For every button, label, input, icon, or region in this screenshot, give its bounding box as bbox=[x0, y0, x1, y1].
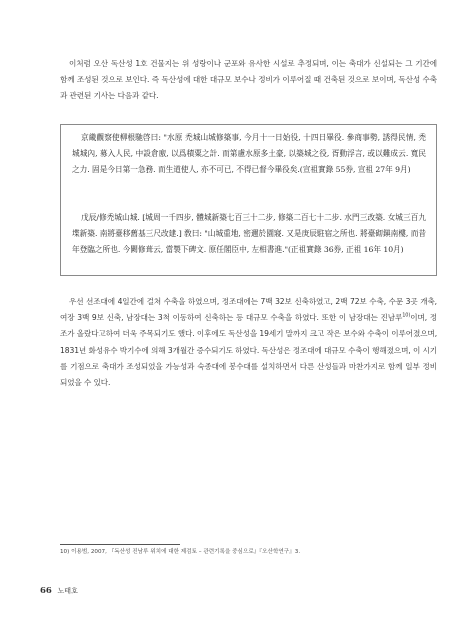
quotation-entry-2: 戊辰/修禿城山城. [城周一千四步, 體城新築七百三十二步, 修築二百七十二步. 水門三改築. 女城三百九堞新築. 南將臺移舊基三尺改建.] 敎曰: "山城重地, 密邇於園寢. 又是庚辰駐宿之所也. 將臺砌鎭南樓, 而昔年登臨之所也. 今闕修葺云, 當製下碑文. 原任閣臣中, 左相書進."(正祖實錄 36券, 正祖 16年 10月) bbox=[72, 213, 426, 255]
page-folio bbox=[40, 586, 78, 596]
running-title: 노태호 bbox=[57, 587, 78, 595]
footnote-divider bbox=[60, 544, 180, 545]
quotation-entry-1: 京畿觀察使柳根馳啓曰: "水原 禿城山城修築事, 今月十一日始役, 十四日畢役. 參商事勢, 誘得民情, 禿城城內, 募入人民, 中設倉廒, 以爲積粟之計. 而第慮水原多土豪, 以築城之役, 胥動浮言, 或以難成云. 寬民之力. 固是今日第一急務. 而生道使人, 亦不可已, 不得已督今畢役矣.(宣祖實錄 55券, 宣祖 27年 9月) bbox=[72, 133, 426, 175]
body-paragraph-2 bbox=[60, 294, 437, 391]
page-number: 66 bbox=[40, 586, 52, 596]
footnote: 10) 이용범, 2007, 『독산성 진남루 위치에 대한 제검토 – 관련기록을 중심으로』『오산학연구』3. bbox=[60, 549, 301, 555]
footnote-reference: 10) bbox=[402, 312, 411, 319]
body-paragraph-1: 이처럼 오산 독산성 1호 건물지는 위 성랑이나 군포와 유사한 시설로 추정되며, 이는 축대가 신설되는 그 기간에 함께 조성된 것으로 보인다. 즉 독산성에 대한 대규모 보수나 정비가 이루어질 때 건축된 것으로 보이며, 독산성 수축과 관련된 기사는 다음과 같다. bbox=[60, 59, 437, 101]
paragraph-2-text-end: 이며, 정조가 올랐다고하여 더욱 주목되기도 했다. 이후에도 독산성을 19세기 말까지 크고 작은 보수와 수축이 이루어졌으며, 1831년 화성유수 박기수에 의해 3개월간 증수되기도 하였다. 독산성은 정조대에 대규모 수축이 행해졌으며, 이 시기를 기점으로 축대가 조성되었을 가능성과 숙종대에 봉수대를 설치하면서 다른 산성들과 마찬가지로 함께 일부 정비되었을 수 있다. bbox=[60, 313, 438, 388]
paragraph-2-text-start: 우선 선조대에 4일간에 걸쳐 수축을 하였으며, 정조대에는 7백 32보 신축하였고, 2백 72보 수축, 수문 3곳 개축, 여장 3백 9보 신축, 남장대는 3척 이동하여 신축하는 등 대규모 수축을 하였다. 또한 이 남장대는 진남루 bbox=[60, 297, 437, 323]
